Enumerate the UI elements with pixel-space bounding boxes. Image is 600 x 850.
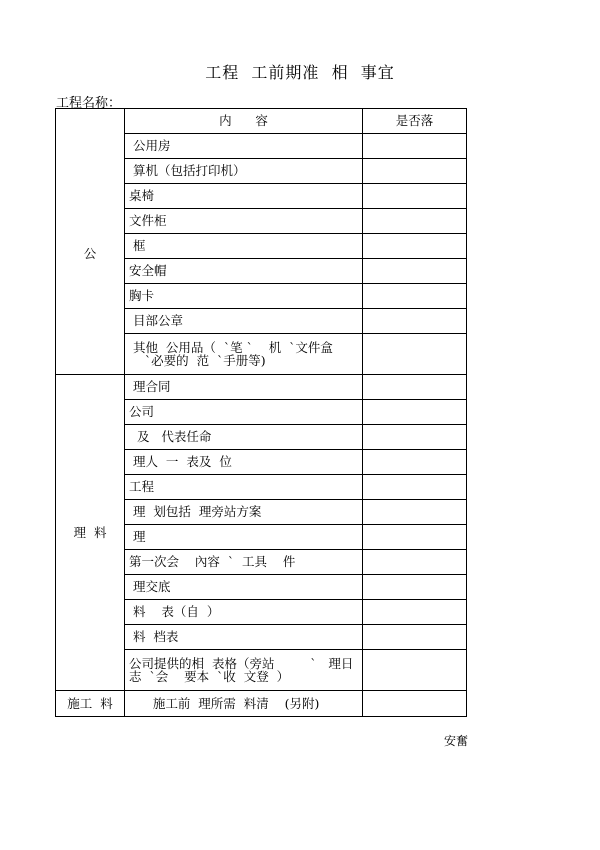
table-row — [56, 134, 467, 159]
item-cell: 理 划包括 理旁站方案 — [125, 500, 363, 525]
item-cell: 第一次会 內容 ` 工具 件 — [125, 550, 363, 575]
item-cell: 其他 公用品（ `笔 ` 机 `文件盒 `必要的 范 `手册等) — [125, 334, 363, 375]
item-cell: 公司提供的相 表格（旁站 ` 理日 志 `会 要本 `收 文登 ） — [125, 650, 363, 691]
category-cell: 理 料 — [56, 375, 125, 691]
category-cell: 施工 料 — [56, 691, 125, 717]
status-cell[interactable] — [363, 259, 467, 284]
status-cell[interactable] — [363, 475, 467, 500]
status-cell[interactable] — [363, 375, 467, 400]
item-cell: 目部公章 — [125, 309, 363, 334]
item-cell: 桌椅 — [125, 184, 363, 209]
table-row — [56, 691, 467, 717]
item-cell: 公用房 — [125, 134, 363, 159]
status-cell[interactable] — [363, 600, 467, 625]
status-cell[interactable] — [363, 159, 467, 184]
item-cell: 理交底 — [125, 575, 363, 600]
item-cell: 工程 — [125, 475, 363, 500]
item-cell: 文件柜 — [125, 209, 363, 234]
item-cell: 及 代表任命 — [125, 425, 363, 450]
status-cell[interactable] — [363, 550, 467, 575]
status-cell[interactable] — [363, 309, 467, 334]
project-name-label: 工程名称： — [56, 96, 122, 111]
status-cell[interactable] — [363, 500, 467, 525]
status-cell[interactable] — [363, 525, 467, 550]
item-cell: 框 — [125, 234, 363, 259]
status-cell[interactable] — [363, 134, 467, 159]
status-cell[interactable] — [363, 234, 467, 259]
header-content: 内 容 — [125, 109, 363, 134]
header-blank-cell — [56, 109, 125, 134]
status-cell[interactable] — [363, 284, 467, 309]
item-cell: 理合同 — [125, 375, 363, 400]
footer-note: 安奮 — [444, 734, 469, 748]
status-cell[interactable] — [363, 575, 467, 600]
item-cell: 安全帽 — [125, 259, 363, 284]
category-cell: 公 — [56, 134, 125, 375]
status-cell[interactable] — [363, 334, 467, 375]
item-cell: 理人 一 表及 位 — [125, 450, 363, 475]
status-cell[interactable] — [363, 425, 467, 450]
checklist-table — [55, 108, 467, 717]
item-cell: 公司 — [125, 400, 363, 425]
status-cell[interactable] — [363, 184, 467, 209]
item-cell: 算机（包括打印机） — [125, 159, 363, 184]
item-cell: 料 档表 — [125, 625, 363, 650]
header-row — [56, 109, 467, 134]
item-cell: 施工前 理所需 料清 (另附) — [125, 691, 363, 717]
header-status: 是否落 — [363, 109, 467, 134]
status-cell[interactable] — [363, 650, 467, 691]
item-cell: 理 — [125, 525, 363, 550]
status-cell[interactable] — [363, 691, 467, 717]
status-cell[interactable] — [363, 450, 467, 475]
table-row — [56, 375, 467, 400]
status-cell[interactable] — [363, 625, 467, 650]
item-cell: 胸卡 — [125, 284, 363, 309]
document-title: 工程 工前期准 相 事宜 — [205, 63, 395, 82]
status-cell[interactable] — [363, 209, 467, 234]
item-cell: 料 表（自 ） — [125, 600, 363, 625]
status-cell[interactable] — [363, 400, 467, 425]
